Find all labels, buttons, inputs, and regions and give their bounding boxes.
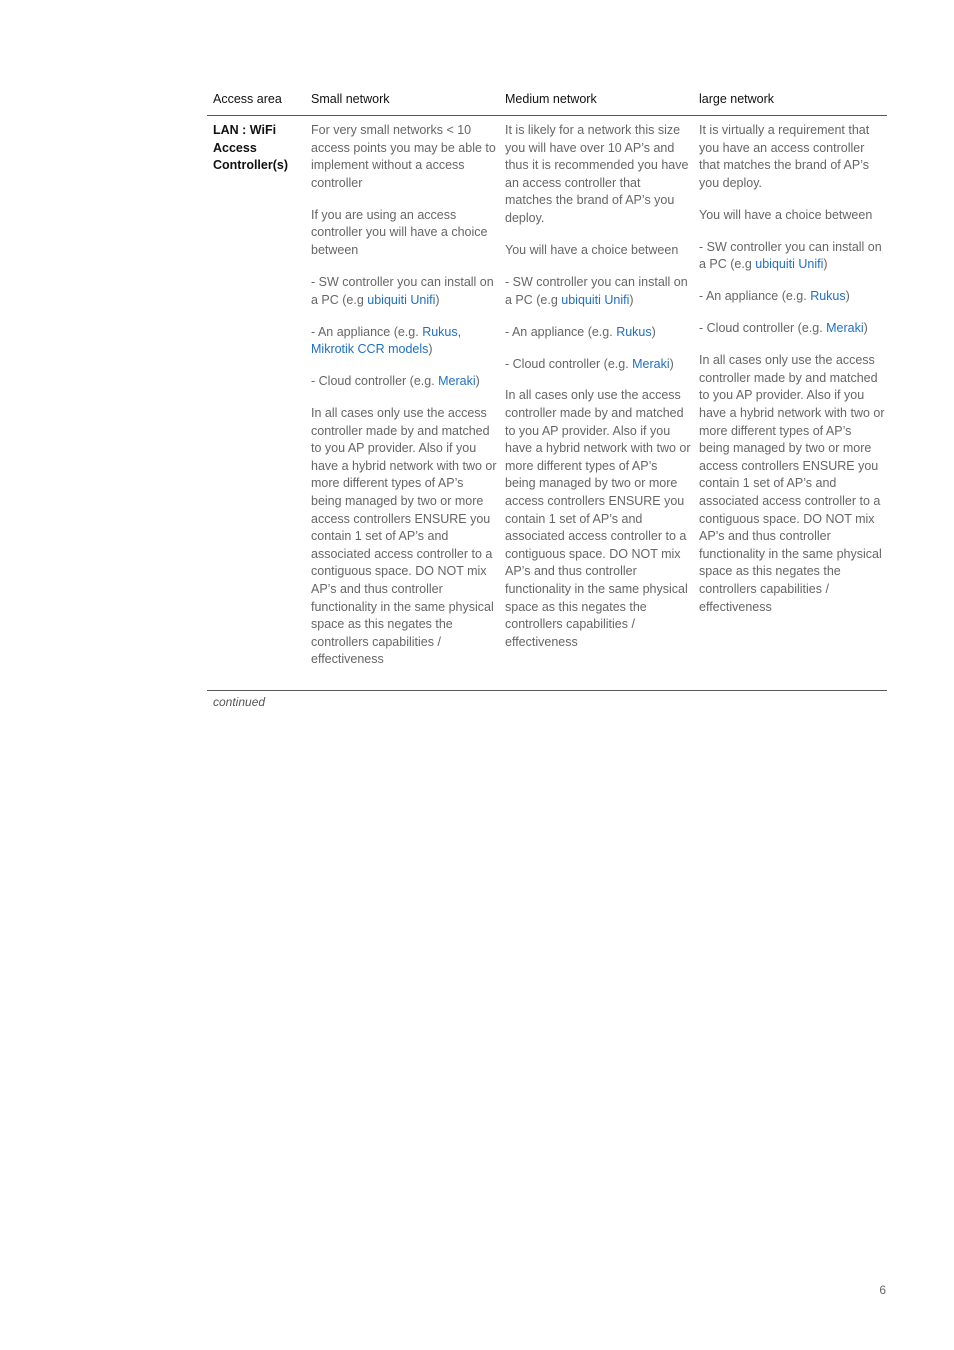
large-option-cloud	[699, 320, 885, 338]
small-option-appliance	[311, 324, 497, 359]
text: - Cloud controller (e.g.	[505, 356, 633, 371]
link-ubiquiti-unifi[interactable]: ubiquiti Unifi	[561, 292, 630, 307]
text: )	[823, 257, 828, 272]
text: )	[863, 321, 868, 336]
table-header-row	[207, 90, 887, 116]
text: - SW controller you can install on a PC (e.g	[311, 274, 494, 307]
text: )	[475, 374, 480, 389]
comparison-table	[207, 90, 887, 691]
link-rukus-mikrotik[interactable]: Rukus, Mikrotik CCR models	[311, 324, 462, 357]
text: - SW controller you can install on a PC (e.g	[699, 239, 882, 272]
header-small-network: Small network	[311, 92, 390, 106]
text: - An appliance (e.g.	[505, 324, 617, 339]
large-network-cell	[699, 122, 885, 616]
text: - Cloud controller (e.g.	[311, 374, 439, 389]
link-rukus[interactable]: Rukus	[810, 289, 846, 304]
large-guidance: In all cases only use the access controller made by and matched to you AP provider. Also if you have a hybrid network with two or more different types of AP’s being managed by two or more access controllers ENSURE you contain 1 set of AP’s and associated access controller to a contiguous space. DO NOT mix AP’s and thus controller functionality in the same physical space as this negates the controllers capabilities / effectiveness	[699, 353, 885, 614]
small-guidance: In all cases only use the access controller made by and matched to you AP provider. Also if you have a hybrid network with two or more different types of AP’s being managed by two or more access controllers ENSURE you contain 1 set of AP’s and associated access controller to a contiguous space. DO NOT mix AP’s and thus controller functionality in the same physical space as this negates the controllers capabilities / effectiveness	[311, 406, 497, 667]
large-choice-intro: You will have a choice between	[699, 207, 873, 222]
medium-choice-intro: You will have a choice between	[505, 242, 679, 257]
link-meraki[interactable]: Meraki	[632, 356, 670, 371]
small-intro: For very small networks < 10 access points you may be able to implement without a access controller	[311, 123, 496, 190]
small-choice-intro: If you are using an access controller you will have a choice between	[311, 207, 488, 257]
medium-option-sw	[505, 274, 691, 309]
text: )	[435, 292, 440, 307]
text: - An appliance (e.g.	[699, 289, 811, 304]
large-option-sw	[699, 239, 885, 274]
medium-network-cell	[505, 122, 691, 651]
link-ubiquiti-unifi[interactable]: ubiquiti Unifi	[367, 292, 436, 307]
text: )	[845, 289, 850, 304]
medium-guidance: In all cases only use the access controller made by and matched to you AP provider. Also if you have a hybrid network with two or more different types of AP’s being managed by two or more access controllers ENSURE you contain 1 set of AP’s and associated access controller to a contiguous space. DO NOT mix AP’s and thus controller functionality in the same physical space as this negates the controllers capabilities / effectiveness	[505, 388, 691, 649]
large-option-appliance	[699, 288, 885, 306]
small-network-cell	[311, 122, 497, 669]
header-medium-network: Medium network	[505, 92, 597, 106]
header-large-network: large network	[699, 92, 775, 106]
link-ubiquiti-unifi[interactable]: ubiquiti Unifi	[755, 257, 824, 272]
row-label: LAN : WiFi Access Controller(s)	[213, 123, 288, 173]
text: - An appliance (e.g.	[311, 324, 423, 339]
table-row	[207, 116, 887, 691]
text: - Cloud controller (e.g.	[699, 321, 827, 336]
text: )	[428, 342, 433, 357]
large-intro: It is virtually a requirement that you have an access controller that matches the brand of AP’s you deploy.	[699, 123, 870, 190]
small-option-sw	[311, 274, 497, 309]
medium-intro: It is likely for a network this size you will have over 10 AP’s and thus it is recommended you have an access controller that matches the brand of AP’s you deploy.	[505, 123, 689, 225]
text: )	[651, 324, 656, 339]
text: - SW controller you can install on a PC (e.g	[505, 274, 688, 307]
small-option-cloud	[311, 373, 497, 391]
page-number: 6	[879, 1283, 886, 1297]
header-access-area: Access area	[213, 92, 282, 106]
link-meraki[interactable]: Meraki	[826, 321, 864, 336]
link-rukus[interactable]: Rukus	[616, 324, 652, 339]
link-meraki[interactable]: Meraki	[438, 374, 476, 389]
medium-option-cloud	[505, 356, 691, 374]
medium-option-appliance	[505, 324, 691, 342]
text: )	[629, 292, 634, 307]
continued-label: continued	[213, 695, 266, 709]
row-label-cell	[213, 122, 299, 175]
text: )	[669, 356, 674, 371]
